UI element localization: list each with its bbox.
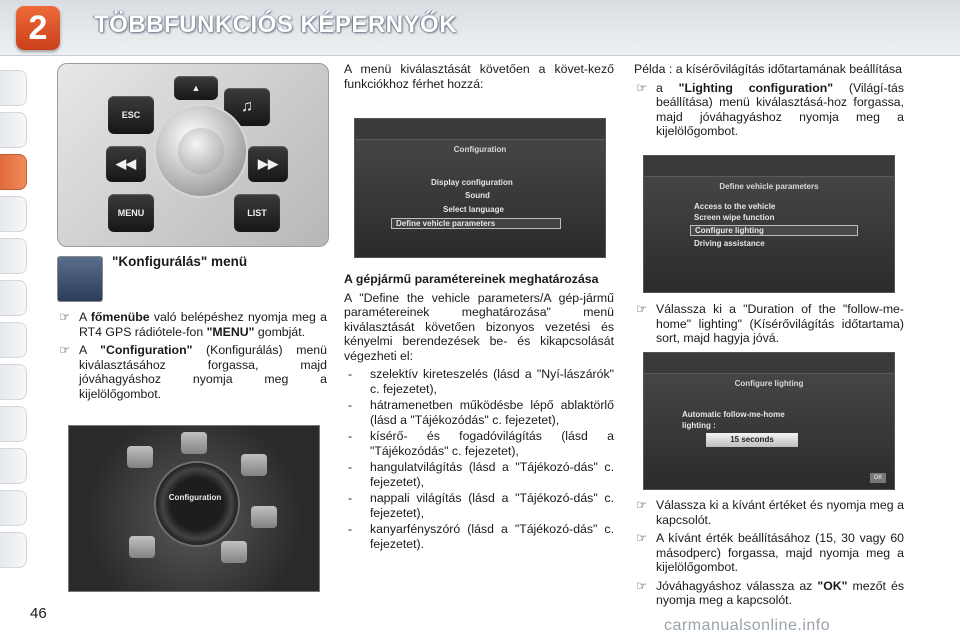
instruction-item: ☞ A kívánt érték beállításához (15, 30 vagy 60 másodperc) forgassa, majd nyomja meg a kijelölőgombot. bbox=[636, 531, 904, 574]
right-column-mid bbox=[634, 302, 904, 350]
instruction-item: ☞ a "Lighting configuration" (Világí-tás beállítása) menü kiválasztásá-hoz forgassa, majd jóváhagyáshoz nyomja meg a kijelölőgombot. bbox=[636, 80, 904, 138]
ok-field: OK bbox=[870, 473, 886, 483]
list-item: - nappali világítás (lásd a "Tájékozó-dás" c. fejezetet), bbox=[348, 491, 614, 520]
right-column-bottom bbox=[634, 498, 904, 612]
up-button: ▲ bbox=[174, 76, 218, 100]
pointing-hand-icon: ☞ bbox=[59, 310, 71, 324]
screen-menu-line: Select language bbox=[443, 205, 504, 214]
settings-icon bbox=[221, 541, 247, 563]
chapter-tab[interactable] bbox=[0, 364, 27, 400]
page-number: 46 bbox=[30, 605, 47, 622]
screen-menu-line-selected: Configure lighting bbox=[690, 225, 858, 236]
chapter-tab[interactable] bbox=[0, 532, 27, 568]
list-item: - kísérő- és fogadóvilágítás (lásd a "Tájékozódás" c. fejezetet), bbox=[348, 429, 614, 458]
chapter-tab[interactable] bbox=[0, 238, 27, 274]
screen-label-line: lighting : bbox=[682, 421, 716, 430]
tools-icon bbox=[127, 446, 153, 468]
section-text: A "Define the vehicle parameters/A gép-jármű paramétereinek meghatározása" menü kiválasztását követően bizonyos vezetési és kényelmi berendezések be- és kikapcsolását végezheti el: bbox=[344, 290, 614, 363]
list-item: - hangulatvilágítás (lásd a "Tájékozó-dás" c. fejezetet), bbox=[348, 460, 614, 489]
chapter-tab[interactable] bbox=[0, 196, 27, 232]
instruction-item: ☞ Válassza ki a "Duration of the "follow-me-home" lighting" (Kísérővilágítás időtartama) sort, majd hagyja jóvá. bbox=[636, 302, 904, 345]
chapter-tab[interactable] bbox=[0, 406, 27, 442]
duration-value-field: 15 seconds bbox=[706, 433, 798, 447]
audio-icon bbox=[251, 506, 277, 528]
list-item: - kanyarfényszóró (lásd a "Tájékozó-dás" c. fejezetet). bbox=[348, 522, 614, 551]
selector-ring bbox=[154, 461, 240, 547]
chapter-tab[interactable] bbox=[0, 70, 27, 106]
chapter-tab[interactable] bbox=[0, 322, 27, 358]
pointing-hand-icon: ☞ bbox=[636, 531, 648, 545]
selector-knob bbox=[154, 104, 248, 198]
middle-column bbox=[344, 272, 614, 553]
pointing-hand-icon: ☞ bbox=[636, 302, 648, 316]
list-item: - szelektív kireteszelés (lásd a "Nyí-lászárók" c. fejezetet), bbox=[348, 367, 614, 396]
forward-button: ▶▶ bbox=[248, 146, 288, 182]
screen-title: Define vehicle parameters bbox=[719, 182, 819, 191]
screen-menu-line: Sound bbox=[465, 191, 490, 200]
screen-title: Configure lighting bbox=[734, 379, 804, 388]
pointing-hand-icon: ☞ bbox=[59, 343, 71, 357]
configuration-screen bbox=[354, 118, 606, 258]
section-title: A gépjármű paramétereinek meghatározása bbox=[344, 272, 599, 286]
screen-menu-line-selected: Define vehicle parameters bbox=[391, 218, 561, 229]
chapter-tab[interactable] bbox=[0, 448, 27, 484]
instruction-item: ☞ Válassza ki a kívánt értéket és nyomja meg a kapcsolót. bbox=[636, 498, 904, 527]
esc-button: ESC bbox=[108, 96, 154, 134]
configuration-menu-heading: "Konfigurálás" menü bbox=[112, 254, 248, 269]
vehicle-parameters-screen bbox=[643, 155, 895, 293]
instruction-item: ☞ Jóváhagyáshoz válassza az "OK" mezőt és nyomja meg a kapcsolót. bbox=[636, 578, 904, 607]
chapter-tab[interactable] bbox=[0, 490, 27, 526]
configuration-menu-icon bbox=[57, 256, 103, 302]
warning-icon bbox=[181, 432, 207, 454]
control-panel-photo bbox=[57, 63, 329, 247]
screen-label-line: Automatic follow-me-home bbox=[682, 410, 785, 419]
instruction-item: ☞ A főmenübe való belépéshez nyomja meg a RT4 GPS rádiótele-fon "MENU" gombját. bbox=[59, 310, 327, 339]
list-item: - hátramenetben működésbe lépő ablaktörlő (lásd a "Tájékozódás" c. fejezetet), bbox=[348, 398, 614, 427]
middle-intro: A menü kiválasztását követően a követ-kező funkciókhoz férhet hozzá: bbox=[344, 62, 614, 91]
configuration-menu-photo bbox=[68, 425, 320, 592]
screen-menu-line: Access to the vehicle bbox=[694, 202, 776, 211]
chapter-tab[interactable] bbox=[0, 280, 27, 316]
watermark: carmanualsonline.info bbox=[664, 617, 831, 634]
configure-lighting-screen bbox=[643, 352, 895, 490]
instruction-item: ☞ A "Configuration" (Konfigurálás) menü kiválasztásához forgassa, majd jóváhagyáshoz nyomja meg a kijelölőgombot. bbox=[59, 343, 327, 401]
configuration-label: Configuration bbox=[168, 493, 222, 502]
right-column-top bbox=[634, 62, 904, 143]
wrench-icon bbox=[129, 536, 155, 558]
screen-title: Configuration bbox=[453, 145, 507, 154]
chapter-badge: 2 bbox=[16, 6, 60, 50]
screen-menu-line: Display configuration bbox=[431, 178, 513, 187]
screen-menu-line: Screen wipe function bbox=[694, 213, 775, 222]
pointing-hand-icon: ☞ bbox=[636, 498, 648, 512]
list-button: LIST bbox=[234, 194, 280, 232]
rewind-button: ◀◀ bbox=[106, 146, 146, 182]
pointing-hand-icon: ☞ bbox=[636, 578, 648, 593]
page-title: TÖBBFUNKCIÓS KÉPERNYŐK bbox=[94, 11, 458, 38]
pointing-hand-icon: ☞ bbox=[636, 80, 648, 95]
left-column bbox=[57, 310, 327, 405]
screen-menu-line: Driving assistance bbox=[694, 239, 765, 248]
phone-icon bbox=[241, 454, 267, 476]
chapter-tab-active[interactable] bbox=[0, 154, 27, 190]
example-text: Példa : a kísérővilágítás időtartamának beállítása bbox=[634, 62, 902, 76]
menu-button: MENU bbox=[108, 194, 154, 232]
chapter-tabs bbox=[0, 70, 34, 574]
chapter-tab[interactable] bbox=[0, 112, 27, 148]
music-button: ♫ bbox=[224, 88, 270, 126]
